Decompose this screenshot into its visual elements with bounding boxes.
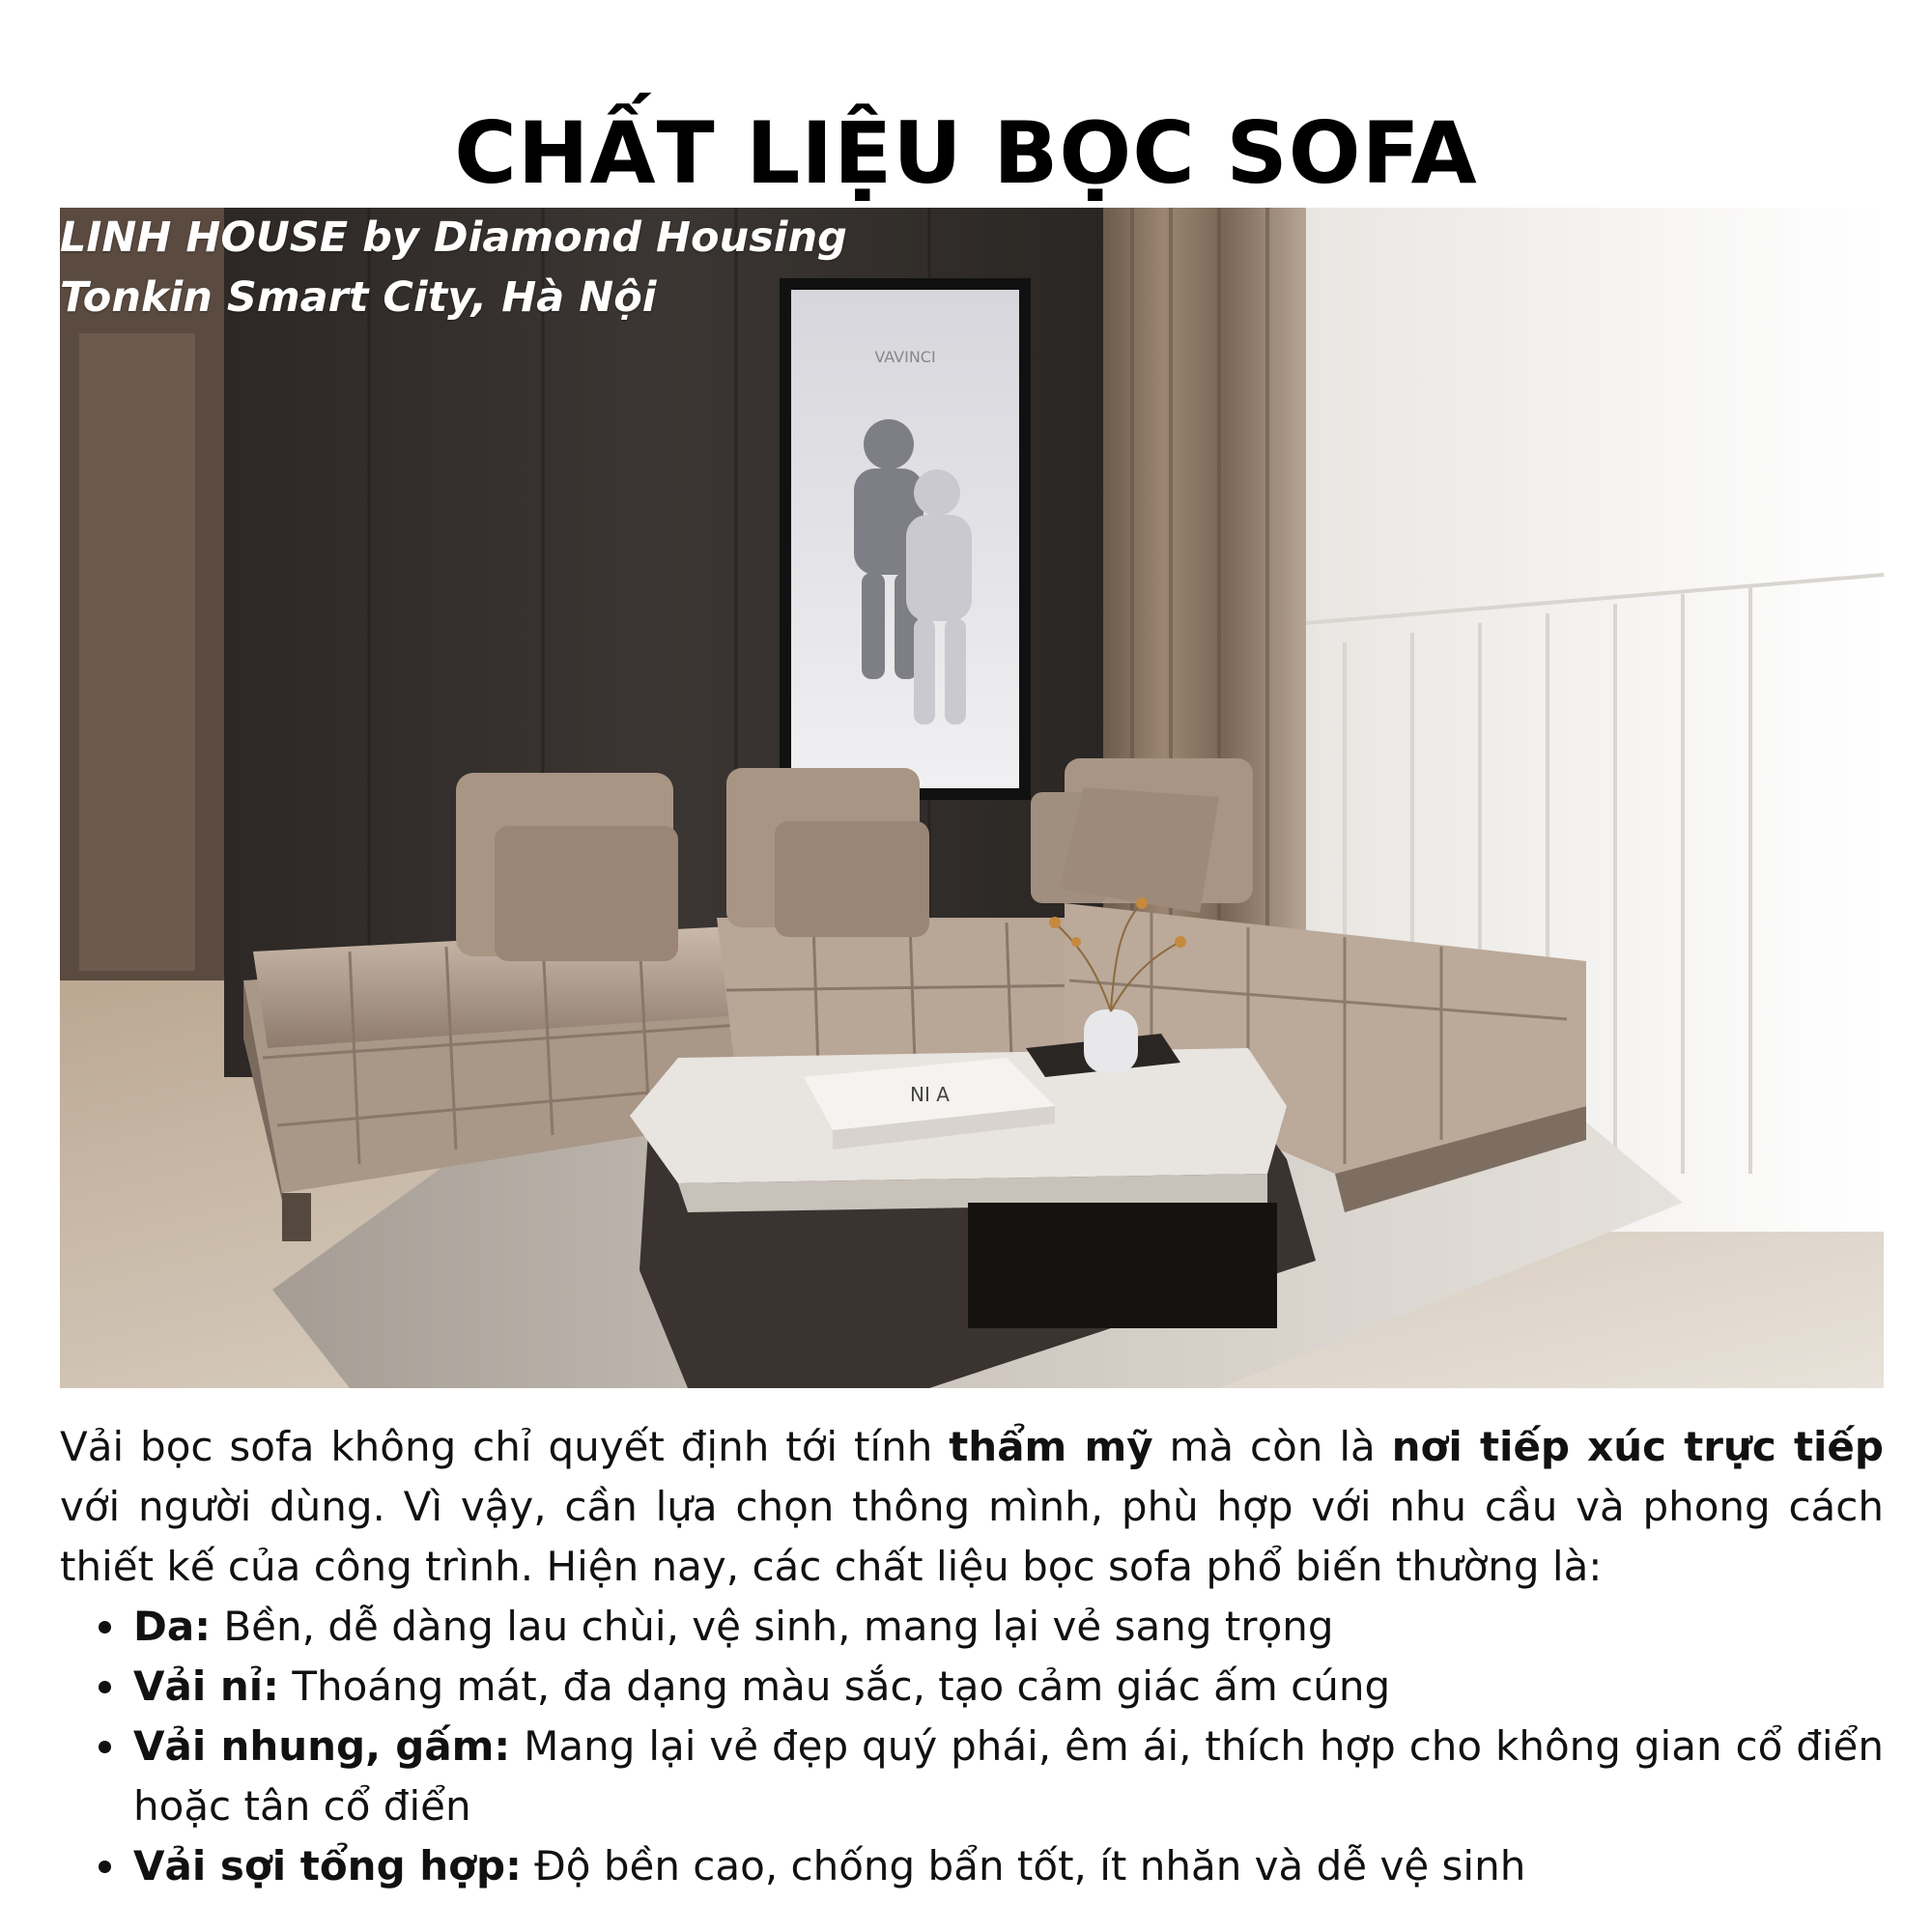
book-cover-text: NI A xyxy=(910,1083,950,1106)
material-description: Bền, dễ dàng lau chùi, vệ sinh, mang lại vẻ sang trọng xyxy=(211,1603,1334,1650)
poster-brand-text: VAVINCI xyxy=(874,348,936,366)
material-name: Vải nhung, gấm: xyxy=(133,1722,511,1770)
intro-bold-contact: nơi tiếp xúc trực tiếp xyxy=(1391,1423,1884,1470)
caption-line-project: LINH HOUSE by Diamond Housing xyxy=(60,213,847,262)
living-room-photo xyxy=(60,208,1884,1388)
intro-text-1: Vải bọc sofa không chỉ quyết định tới tính xyxy=(60,1423,950,1470)
material-name: Vải sợi tổng hợp: xyxy=(133,1842,522,1889)
material-description: Độ bền cao, chống bẩn tốt, ít nhăn và dễ vệ sinh xyxy=(521,1842,1526,1889)
photo-caption xyxy=(60,208,847,327)
list-item-synthetic xyxy=(133,1836,1884,1896)
intro-bold-aesthetics: thẩm mỹ xyxy=(949,1423,1153,1470)
list-item-velvet-brocade xyxy=(133,1717,1884,1836)
material-name: Vải nỉ: xyxy=(133,1662,279,1710)
intro-text-3: với người dùng. Vì vậy, cần lựa chọn thông mình, phù hợp với nhu cầu và phong cách thiết kế của công trình. Hiện nay, các chất liệu bọc sofa phổ biến thường là: xyxy=(60,1483,1884,1590)
caption-line-location: Tonkin Smart City, Hà Nội xyxy=(60,273,657,322)
page-title: CHẤT LIỆU BỌC SOFA xyxy=(454,102,1478,203)
intro-text-2: mà còn là xyxy=(1152,1423,1392,1470)
intro-paragraph xyxy=(60,1417,1884,1597)
materials-list xyxy=(60,1597,1884,1896)
list-item-felt xyxy=(133,1657,1884,1717)
material-description: Mang lại vẻ đẹp quý phái, êm ái, thích hợp cho không gian cổ điển hoặc tân cổ điển xyxy=(133,1722,1885,1830)
article-body xyxy=(60,1417,1884,1896)
list-item-leather xyxy=(133,1597,1884,1657)
living-room-illustration xyxy=(60,208,1884,1388)
material-name: Da: xyxy=(133,1603,212,1650)
material-description: Thoáng mát, đa dạng màu sắc, tạo cảm giác ấm cúng xyxy=(278,1662,1391,1710)
